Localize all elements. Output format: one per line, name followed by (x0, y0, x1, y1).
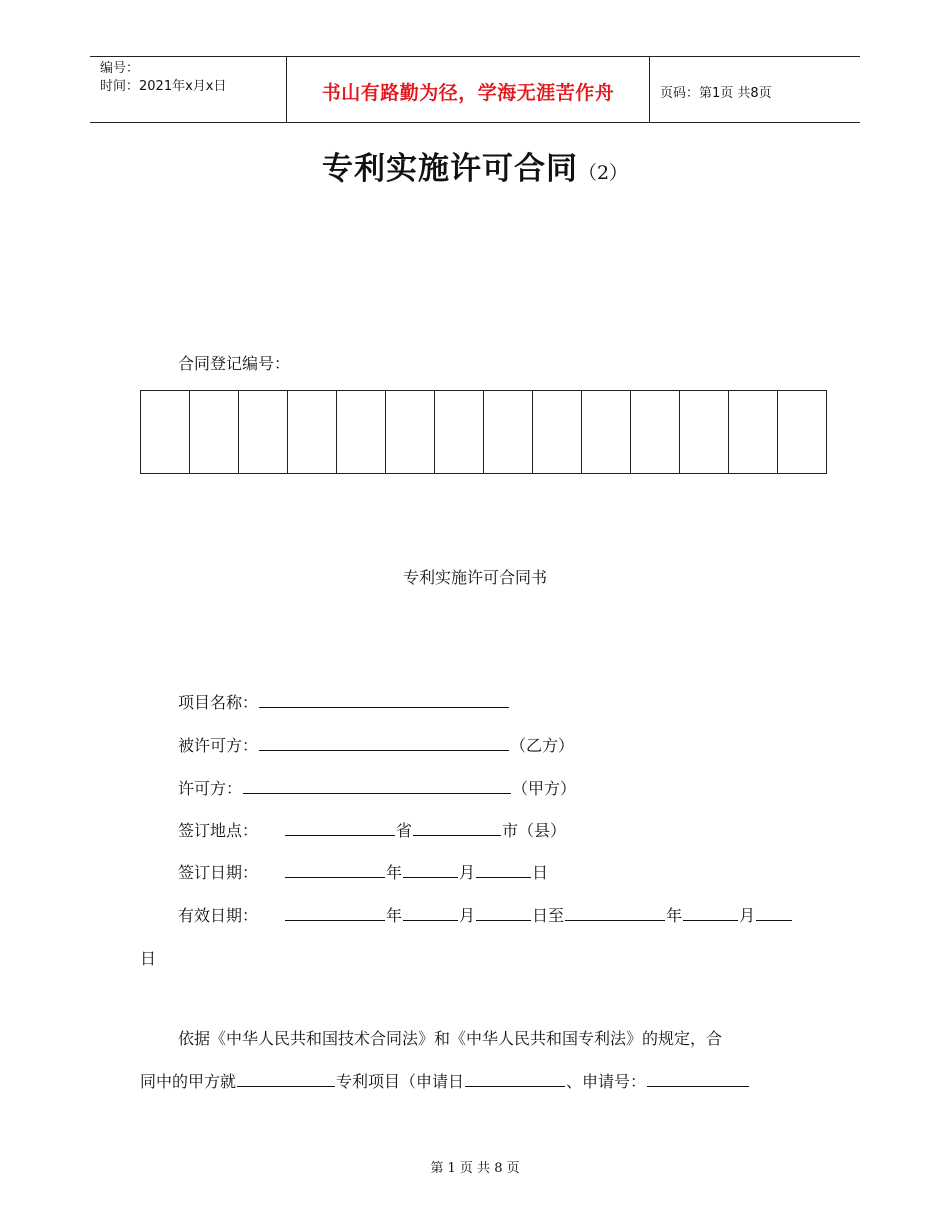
registration-label: 合同登记编号： (178, 354, 291, 373)
body-line2-part-b: 专利项目（申请日 (336, 1072, 465, 1091)
registration-digit-box[interactable] (239, 391, 288, 473)
valid-to-year-label: 年 (666, 906, 683, 925)
licensee-row (178, 733, 574, 756)
registration-digit-box[interactable] (288, 391, 337, 473)
licensor-row (178, 776, 576, 799)
header-motto: 书山有路勤为径，学海无涯苦作舟 (321, 82, 615, 104)
province-label: 省 (396, 821, 413, 840)
document-title-main: 专利实施许可合同 (321, 151, 578, 187)
sign-year-label: 年 (386, 863, 403, 882)
header-bottom-rule (90, 122, 860, 123)
sign-month-label: 月 (459, 863, 476, 882)
valid-to-year-blank[interactable] (565, 904, 665, 921)
project-name-label: 项目名称： (178, 693, 259, 712)
sign-date-row (178, 860, 548, 883)
registration-digit-box[interactable] (778, 391, 826, 473)
document-title (0, 143, 950, 188)
document-title-suffix: （2） (577, 162, 629, 184)
project-name-blank[interactable] (259, 691, 509, 708)
patent-owner-blank[interactable] (237, 1070, 335, 1087)
valid-to-month-blank[interactable] (683, 904, 738, 921)
application-date-blank[interactable] (465, 1070, 565, 1087)
valid-to-day-label: 日 (140, 949, 157, 968)
city-blank[interactable] (413, 819, 501, 836)
sign-year-blank[interactable] (285, 861, 385, 878)
header-page-info: 页码：第1页 共8页 (660, 86, 772, 101)
registration-digit-box[interactable] (386, 391, 435, 473)
header-time-label: 时间：2021年x月x日 (100, 79, 227, 94)
header-divider-right (649, 56, 650, 123)
body-line2-part-c: 、申请号： (566, 1072, 647, 1091)
sign-place-row (178, 818, 566, 841)
valid-date-row (178, 903, 793, 926)
document-subtitle: 专利实施许可合同书 (402, 568, 547, 587)
valid-from-day-to-label: 日至 (532, 906, 565, 925)
registration-digit-box[interactable] (631, 391, 680, 473)
valid-from-day-blank[interactable] (476, 904, 531, 921)
licensee-blank[interactable] (259, 734, 509, 751)
body-line2-part-a: 同中的甲方就 (140, 1072, 237, 1091)
registration-digit-box[interactable] (582, 391, 631, 473)
body-paragraph-line-1: 依据《中华人民共和国技术合同法》和《中华人民共和国专利法》的规定，合 (178, 1029, 723, 1048)
registration-digit-box[interactable] (484, 391, 533, 473)
valid-date-label: 有效日期： (178, 906, 259, 925)
valid-from-year-blank[interactable] (285, 904, 385, 921)
licensor-blank[interactable] (243, 777, 511, 794)
valid-to-month-label: 月 (739, 906, 756, 925)
valid-to-day-blank[interactable] (756, 904, 792, 921)
header-meta (100, 60, 226, 96)
sign-day-blank[interactable] (476, 861, 531, 878)
registration-digit-box[interactable] (680, 391, 729, 473)
registration-digit-box[interactable] (190, 391, 239, 473)
licensee-label: 被许可方： (178, 736, 259, 755)
province-blank[interactable] (285, 819, 395, 836)
city-label: 市（县） (502, 821, 567, 840)
registration-digit-box[interactable] (533, 391, 582, 473)
sign-month-blank[interactable] (403, 861, 458, 878)
valid-from-month-blank[interactable] (403, 904, 458, 921)
body-paragraph-line-2 (140, 1069, 750, 1092)
project-name-row (178, 690, 510, 713)
registration-digit-box[interactable] (435, 391, 484, 473)
valid-from-year-label: 年 (386, 906, 403, 925)
registration-digit-box[interactable] (729, 391, 778, 473)
application-number-blank[interactable] (647, 1070, 749, 1087)
licensor-suffix: （甲方） (512, 779, 577, 798)
sign-place-label: 签订地点： (178, 821, 259, 840)
registration-digit-box[interactable] (141, 391, 190, 473)
licensee-suffix: （乙方） (510, 736, 575, 755)
page-footer: 第 1 页 共 8 页 (430, 1161, 520, 1176)
registration-number-grid[interactable] (140, 390, 827, 474)
licensor-label: 许可方： (178, 779, 243, 798)
header-top-rule (90, 56, 860, 57)
sign-day-label: 日 (532, 863, 549, 882)
valid-from-month-label: 月 (459, 906, 476, 925)
registration-digit-box[interactable] (337, 391, 386, 473)
sign-date-label: 签订日期： (178, 863, 259, 882)
header-code-label: 编号： (100, 61, 140, 76)
